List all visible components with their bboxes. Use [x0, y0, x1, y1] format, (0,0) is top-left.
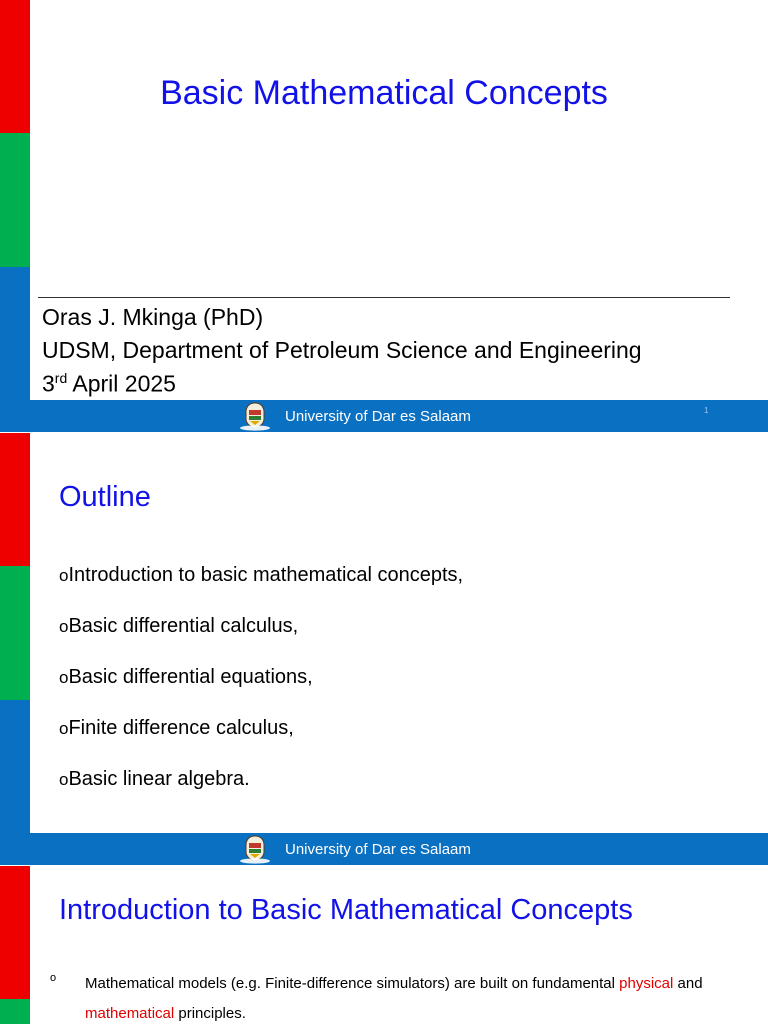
- stripe-green: [0, 566, 30, 700]
- slide-title: Basic Mathematical Concepts: [160, 74, 608, 112]
- para-text: principles.: [174, 1005, 246, 1022]
- slide-footer: [0, 833, 768, 865]
- presentation-date: [42, 370, 176, 398]
- date-day: 3: [42, 370, 55, 397]
- outline-item: [59, 615, 298, 638]
- affiliation: UDSM, Department of Petroleum Science and Engineering: [42, 337, 642, 363]
- stripe-red: [0, 0, 30, 133]
- introduction-title: Introduction to Basic Mathematical Concepts: [59, 894, 633, 926]
- bullet-marker: o: [59, 719, 69, 738]
- stripe-green: [0, 133, 30, 267]
- outline-item-label: Finite difference calculus,: [68, 717, 294, 739]
- para-text: and: [673, 975, 703, 992]
- outline-item: [59, 666, 313, 689]
- outline-item-label: Basic differential equations,: [68, 666, 313, 688]
- university-crest-icon: [238, 834, 272, 864]
- introduction-paragraph: [85, 969, 745, 1024]
- outline-item: [59, 564, 463, 587]
- stripe-red: [0, 433, 30, 566]
- divider: [38, 297, 730, 298]
- outline-item: [59, 768, 250, 791]
- date-suffix: rd: [54, 370, 68, 386]
- page-number: 1: [704, 406, 709, 415]
- university-crest-icon: [238, 401, 272, 431]
- title-slide: [0, 0, 768, 400]
- footer-university-name: University of Dar es Salaam: [285, 408, 471, 425]
- stripe-blue: [0, 700, 30, 833]
- footer-university-name: University of Dar es Salaam: [285, 841, 471, 858]
- para-text: Mathematical models (e.g. Finite-difference simulators) are built on fundamental: [85, 975, 620, 992]
- slide-footer: [0, 400, 768, 432]
- outline-title: Outline: [59, 481, 151, 513]
- stripe-green: [0, 999, 30, 1024]
- stripe-blue: [0, 267, 30, 400]
- outline-slide: [0, 433, 768, 833]
- bullet-marker: o: [59, 566, 69, 585]
- outline-item-label: Introduction to basic mathematical concepts,: [68, 564, 464, 586]
- introduction-slide: [0, 866, 768, 1024]
- author-name: Oras J. Mkinga (PhD): [42, 304, 264, 330]
- date-rest: April 2025: [67, 370, 176, 397]
- outline-item: [59, 717, 294, 740]
- outline-item-label: Basic differential calculus,: [68, 615, 299, 637]
- bullet-marker: o: [59, 770, 69, 789]
- outline-item-label: Basic linear algebra.: [68, 768, 250, 790]
- bullet-marker: o: [59, 668, 69, 687]
- bullet-marker: o: [50, 972, 57, 984]
- bullet-marker: o: [59, 617, 69, 636]
- para-highlight: physical: [619, 975, 674, 992]
- stripe-red: [0, 866, 30, 999]
- para-highlight: mathematical: [85, 1005, 175, 1022]
